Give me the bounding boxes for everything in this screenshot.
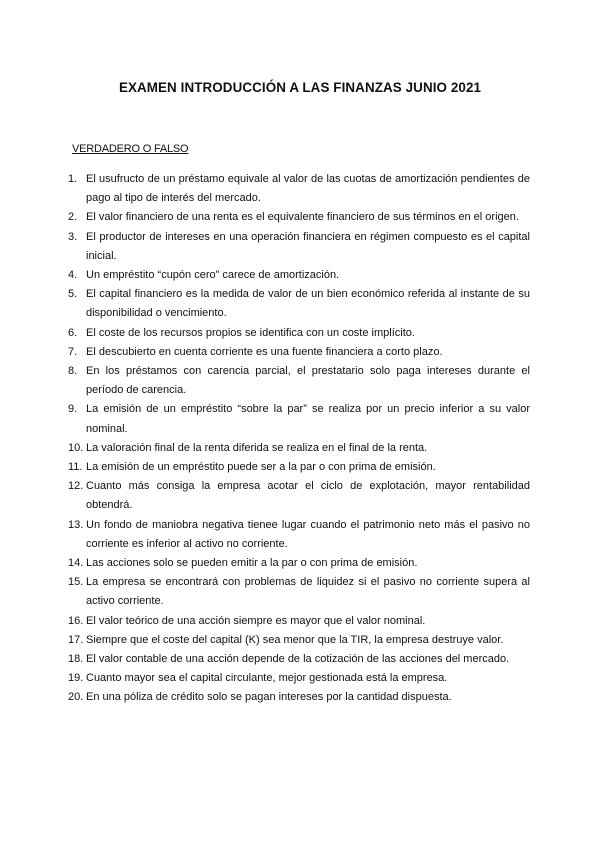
question-item bbox=[68, 266, 530, 285]
question-text: Un fondo de maniobra negativa tienee lugar cuando el patrimonio neto más el pasivo no corriente es inferior al activo no corriente. bbox=[86, 518, 530, 550]
question-text: En una póliza de crédito solo se pagan intereses por la cantidad dispuesta. bbox=[86, 691, 452, 704]
question-number: 10. bbox=[68, 441, 84, 454]
question-item bbox=[68, 400, 530, 438]
question-item bbox=[68, 554, 530, 573]
question-item bbox=[68, 631, 530, 650]
question-text: En los préstamos con carencia parcial, el prestatario solo paga intereses durante el período de carencia. bbox=[86, 365, 530, 397]
question-item bbox=[68, 439, 530, 458]
question-number: 14. bbox=[68, 557, 84, 570]
question-text: Siempre que el coste del capital (K) sea menor que la TIR, la empresa destruye valor. bbox=[86, 633, 504, 646]
question-number: 7. bbox=[68, 345, 78, 358]
question-text: El valor contable de una acción depende de la cotización de las acciones del mercado. bbox=[86, 653, 510, 666]
question-text: El productor de intereses en una operación financiera en régimen compuesto es el capital inicial. bbox=[86, 230, 530, 262]
question-number: 2. bbox=[68, 211, 78, 224]
question-number: 9. bbox=[68, 403, 78, 416]
question-item bbox=[68, 669, 530, 688]
question-item bbox=[68, 285, 530, 323]
question-item bbox=[68, 362, 530, 400]
question-text: Un empréstito “cupón cero” carece de amortización. bbox=[86, 269, 340, 282]
question-item bbox=[68, 688, 530, 707]
question-text: El capital financiero es la medida de valor de un bien económico referida al instante de su disponibilidad o vencimiento. bbox=[86, 288, 530, 320]
question-text: El valor financiero de una renta es el equivalente financiero de sus términos en el origen. bbox=[86, 211, 519, 224]
question-number: 15. bbox=[68, 576, 84, 589]
question-number: 3. bbox=[68, 230, 78, 243]
question-item bbox=[68, 477, 530, 515]
question-item bbox=[68, 650, 530, 669]
question-text: El descubierto en cuenta corriente es una fuente financiera a corto plazo. bbox=[86, 345, 443, 358]
question-number: 1. bbox=[68, 173, 78, 185]
question-item bbox=[68, 170, 530, 208]
question-number: 19. bbox=[68, 672, 84, 685]
exam-title: EXAMEN INTRODUCCIÓN A LAS FINANZAS JUNIO 2021 bbox=[118, 80, 482, 95]
question-number: 6. bbox=[68, 326, 78, 339]
question-number: 17. bbox=[68, 633, 84, 646]
question-text: El valor teórico de una acción siempre es mayor que el valor nominal. bbox=[86, 614, 426, 627]
question-text: El coste de los recursos propios se identifica con un coste implícito. bbox=[86, 326, 415, 339]
question-number: 5. bbox=[68, 288, 78, 301]
question-number: 13. bbox=[68, 518, 84, 531]
question-text: Las acciones solo se pueden emitir a la par o con prima de emisión. bbox=[86, 557, 418, 570]
question-text: Cuanto más consiga la empresa acotar el ciclo de explotación, mayor rentabilidad obtendrá. bbox=[86, 480, 530, 512]
question-item bbox=[68, 228, 530, 266]
question-item bbox=[68, 516, 530, 554]
question-text: La emisión de un empréstito puede ser a la par o con prima de emisión. bbox=[86, 461, 436, 474]
question-item bbox=[68, 458, 530, 477]
question-number: 11. bbox=[68, 461, 83, 474]
section-heading: VERDADERO O FALSO bbox=[72, 143, 189, 155]
question-item bbox=[68, 573, 530, 611]
question-number: 8. bbox=[68, 365, 78, 378]
question-text: La empresa se encontrará con problemas de liquidez si el pasivo no corriente supera al activo corriente. bbox=[86, 576, 530, 608]
question-text: El usufructo de un préstamo equivale al valor de las cuotas de amortización pendientes de pago al tipo de interés del mercado. bbox=[86, 173, 530, 205]
question-text: Cuanto mayor sea el capital circulante, mejor gestionada está la empresa. bbox=[86, 672, 448, 685]
question-item bbox=[68, 324, 530, 343]
question-number: 4. bbox=[68, 269, 78, 282]
question-text: La valoración final de la renta diferida se realiza en el final de la renta. bbox=[86, 441, 428, 454]
question-number: 18. bbox=[68, 653, 84, 666]
question-number: 16. bbox=[68, 614, 84, 627]
question-item bbox=[68, 612, 530, 631]
question-number: 20. bbox=[68, 691, 84, 704]
question-text: La emisión de un empréstito “sobre la par” se realiza por un precio inferior a su valor nominal. bbox=[86, 403, 530, 435]
question-number: 12. bbox=[68, 480, 84, 493]
question-item bbox=[68, 343, 530, 362]
question-item bbox=[68, 208, 530, 227]
question-list bbox=[68, 170, 530, 708]
